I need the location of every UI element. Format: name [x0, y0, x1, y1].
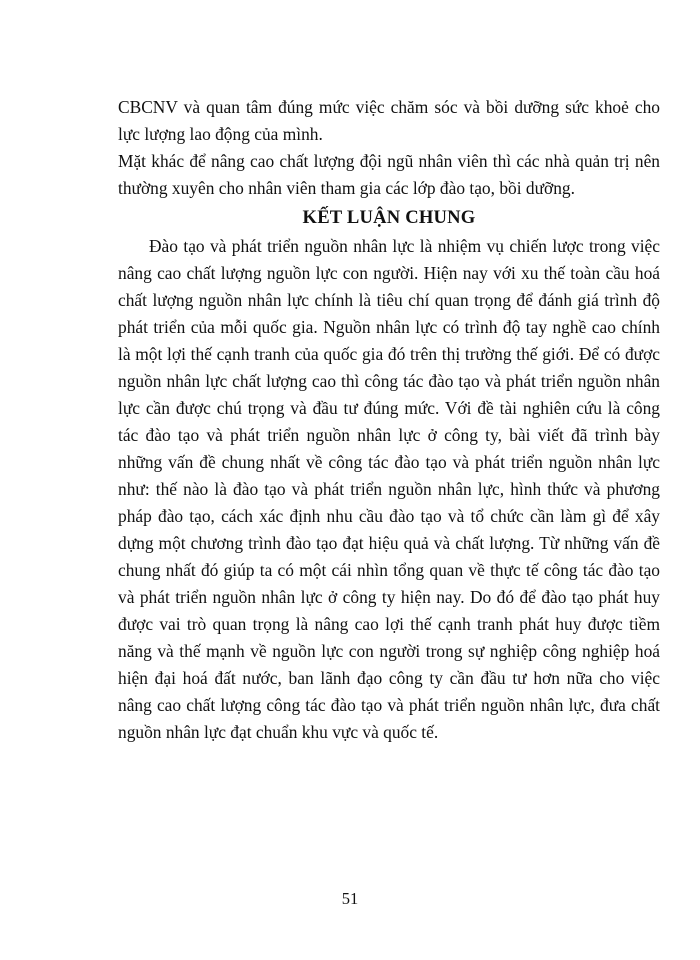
intro-paragraph-2: Mặt khác để nâng cao chất lượng đội ngũ nhân viên thì các nhà quản trị nên thường xuyên cho nhân viên tham gia các lớp đào tạo, bồi dưỡng. — [118, 151, 660, 198]
intro-paragraph-1: CBCNV và quan tâm đúng mức việc chăm sóc và bồi dưỡng sức khoẻ cho lực lượng lao động của mình. — [118, 97, 660, 144]
body-text — [118, 94, 660, 746]
conclusion-paragraph: Đào tạo và phát triển nguồn nhân lực là nhiệm vụ chiến lược trong việc nâng cao chất lượng nguồn lực con người. Hiện nay với xu thế toàn cầu hoá chất lượng nguồn nhân lực chính là tiêu chí quan trọng để đánh giá trình độ phát triển của mỗi quốc gia. Nguồn nhân lực có trình độ tay nghề cao chính là một lợi thế cạnh tranh của quốc gia đó trên thị trường thế giới. Để có được nguồn nhân lực chất lượng cao thì công tác đào tạo và phát triển nguồn nhân lực cần được chú trọng và đầu tư đúng mức. Với đề tài nghiên cứu là công tác đào tạo và phát triển nguồn nhân lực ở công ty, bài viết đã trình bày những vấn đề chung nhất về công tác đào tạo và phát triển nguồn nhân lực như: thế nào là đào tạo và phát triển nguồn nhân lực, hình thức và phương pháp đào tạo, cách xác định nhu cầu đào tạo và tổ chức cần làm gì để xây dựng một chương trình đào tạo đạt hiệu quả và chất lượng. Từ những vấn đề chung nhất đó giúp ta có một cái nhìn tổng quan về thực tế công tác đào tạo và phát triển nguồn nhân lực ở công ty hiện nay. Do đó để đào tạo phát huy được vai trò quan trọng là nâng cao lợi thế cạnh tranh phát huy được tiềm năng và thế mạnh về nguồn lực con người trong sự nghiệp công nghiệp hoá hiện đại hoá đất nước, ban lãnh đạo công ty cần đầu tư hơn nữa cho việc nâng cao chất lượng công tác đào tạo và phát triển nguồn nhân lực, đưa chất nguồn nhân lực đạt chuẩn khu vực và quốc tế. — [118, 236, 660, 742]
section-heading: KẾT LUẬN CHUNG — [302, 207, 476, 228]
page-number: 51 — [341, 889, 359, 908]
